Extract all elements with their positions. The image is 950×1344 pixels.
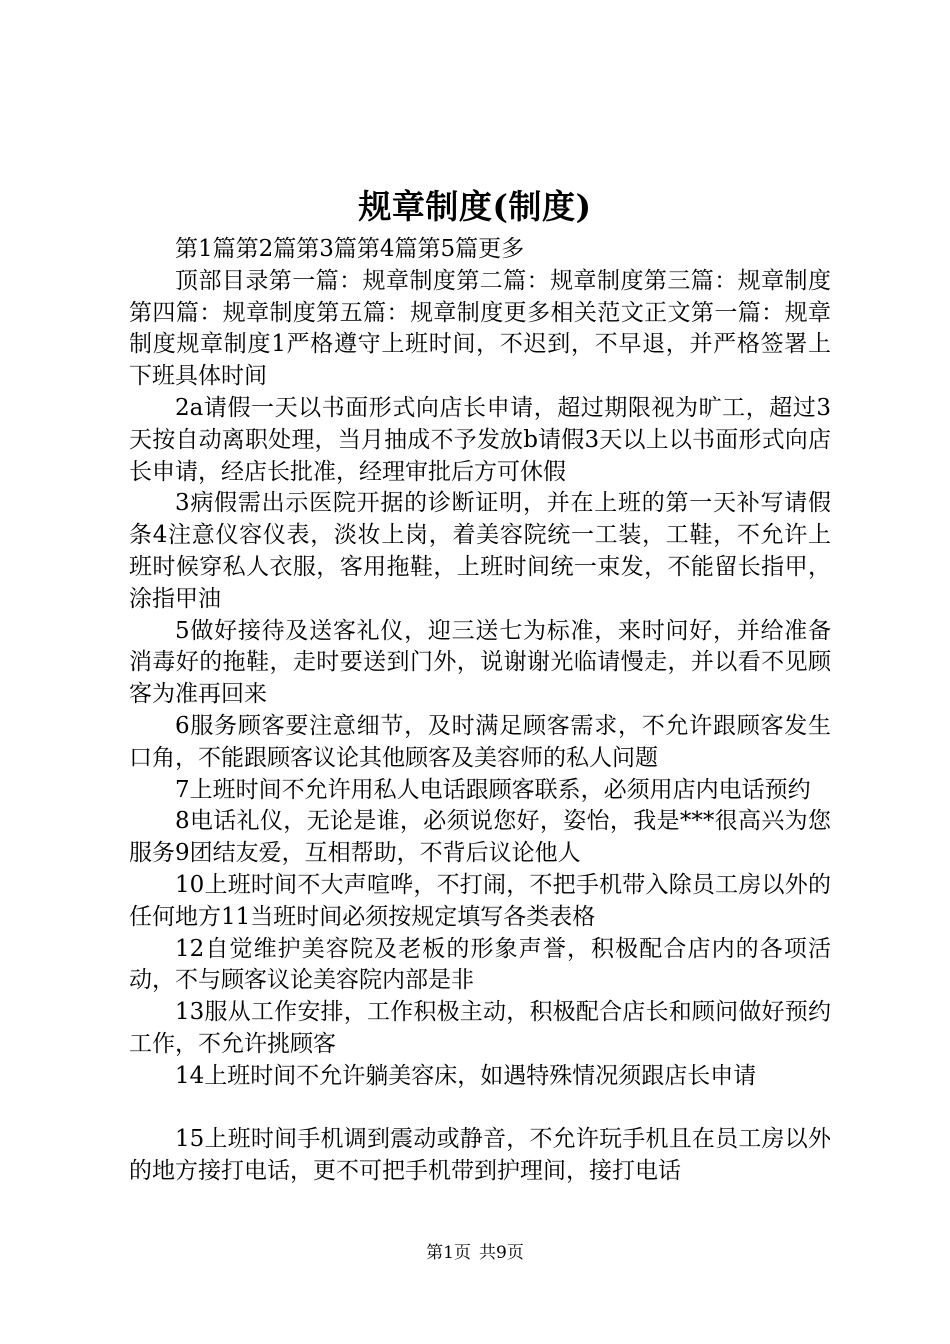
paragraph-rule-3: 3病假需出示医院开据的诊断证明，并在上班的第一天补写请假条4注意仪容仪表，淡妆上岗，着美容院统一工装，工鞋，不允许上班时候穿私人衣服，客用拖鞋，上班时间统一束发，不能留长指甲，涂指甲油 xyxy=(129,490,831,612)
document-body xyxy=(129,234,831,1188)
paragraph-rule-2: 2a请假一天以书面形式向店长申请，超过期限视为旷工，超过3天按自动离职处理，当月抽成不予发放b请假3天以上以书面形式向店长申请，经店长批准，经理审批后方可休假 xyxy=(129,394,831,485)
paragraph-rule-13: 13服从工作安排，工作积极主动，积极配合店长和顾问做好预约工作，不允许挑顾客 xyxy=(129,999,831,1057)
page-footer xyxy=(0,1242,950,1264)
paragraph-rule-6: 6服务顾客要注意细节，及时满足顾客需求，不允许跟顾客发生口角，不能跟顾客议论其他顾客及美容师的私人问题 xyxy=(129,712,831,771)
blank-line xyxy=(129,1093,831,1125)
paragraph-rule-10: 10上班时间不大声喧哗，不打闹，不把手机带入除员工房以外的任何地方11当班时间必须按规定填写各类表格 xyxy=(129,871,831,930)
document-title: 规章制度(制度) xyxy=(358,187,592,226)
page-number: 第1页 xyxy=(426,1243,471,1263)
page-total: 共9页 xyxy=(479,1243,524,1263)
paragraph-rule-8: 8电话礼仪，无论是谁，必须说您好，姿怡，我是***很高兴为您服务9团结友爱，互相帮助，不背后议论他人 xyxy=(129,808,831,867)
paragraph-rule-14: 14上班时间不允许躺美容床，如遇特殊情况须跟店长申请 xyxy=(175,1062,757,1089)
paragraph-rule-15: 15上班时间手机调到震动或静音，不允许玩手机且在员工房以外的地方接打电话，更不可把手机带到护理间，接打电话 xyxy=(129,1126,831,1185)
paragraph-rule-7: 7上班时间不允许用私人电话跟顾客联系，必须用店内电话预约 xyxy=(175,776,811,803)
paragraph-section-links: 第1篇第2篇第3篇第4篇第5篇更多 xyxy=(175,236,525,262)
paragraph-table-of-contents: 顶部目录第一篇：规章制度第二篇：规章制度第三篇：规章制度第四篇：规章制度第五篇：规章制度更多相关范文正文第一篇：规章制度规章制度1严格遵守上班时间，不迟到，不早退，并严格签署上下班具体时间 xyxy=(129,267,831,390)
paragraph-rule-5: 5做好接待及送客礼仪，迎三送七为标准，来时问好，并给准备消毒好的拖鞋，走时要送到门外，说谢谢光临请慢走，并以看不见顾客为准再回来 xyxy=(129,617,831,708)
paragraph-rule-12: 12自觉维护美容院及老板的形象声誉，积极配合店内的各项活动，不与顾客议论美容院内部是非 xyxy=(129,935,831,994)
